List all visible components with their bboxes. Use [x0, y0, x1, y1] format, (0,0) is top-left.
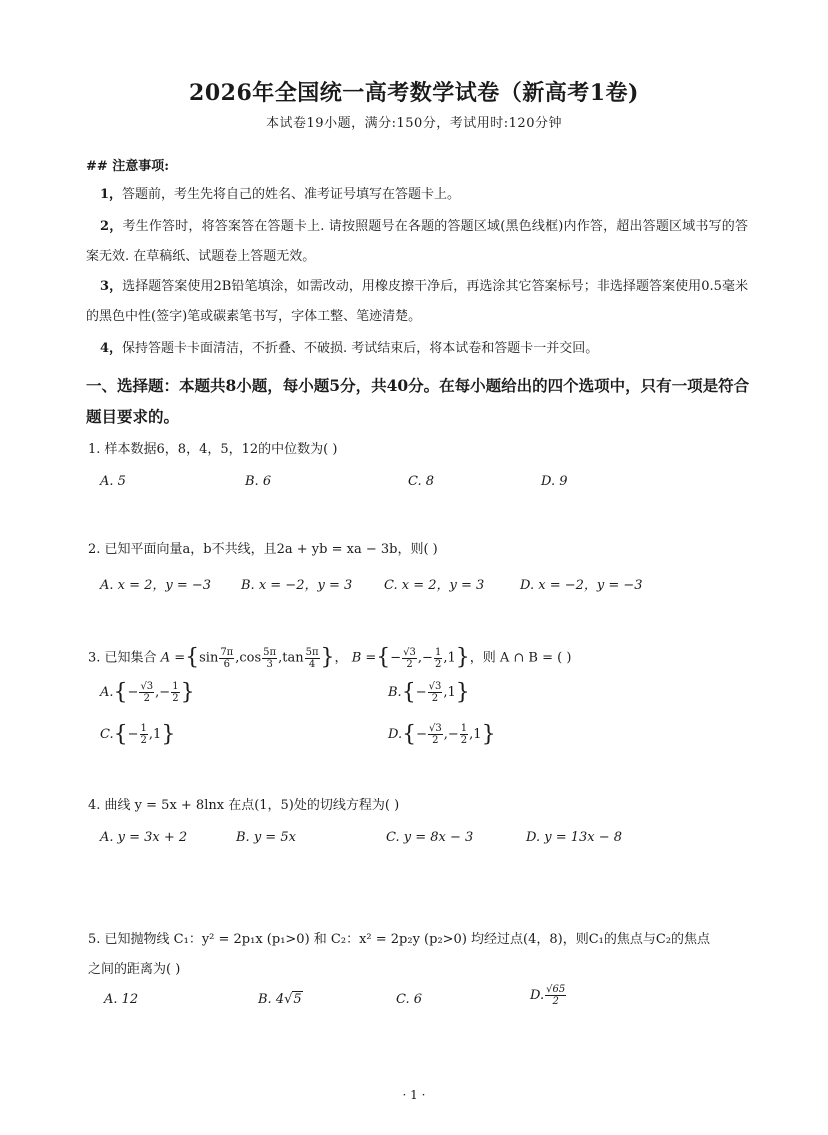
denominator: 6	[223, 658, 230, 670]
note-text: 保持答题卡卡面清洁，不折叠、不破损. 考试结束后，将本试卷和答题卡一并交回。	[122, 341, 599, 356]
fraction	[139, 681, 154, 704]
q2-option-a: A. x = 2，y = −3	[100, 578, 212, 593]
denominator: 2	[431, 693, 439, 704]
denominator: 2	[406, 658, 413, 670]
numerator: 1	[172, 681, 179, 692]
q1-option-a: A. 5	[100, 474, 126, 489]
question-3-stem: 3. 已知集合 A ={sin $\frac{7\pi}{6}$ ,cos $\frac{5\pi}{3}$ ,tan $\frac{5\pi}{4}$ }， B ={− $\frac{√3}{2}$ ,− $\frac{1}{2}$ ,1}，则 A ∩ B = ( )	[88, 645, 572, 670]
q5-option-b: B. 4√5	[258, 992, 302, 1007]
fraction	[428, 681, 443, 704]
exam-title: 2026年全国统一高考数学试卷（新高考1卷)	[189, 80, 639, 106]
question-4-stem: 4. 曲线 y = 5x + 8lnx 在点(1，5)处的切线方程为( )	[88, 798, 400, 813]
q5-option-a: A. 12	[104, 992, 139, 1007]
note-text: 选择题答案使用2B铅笔填涂，如需改动，用橡皮擦干净后，再选涂其它答案标号；非选择题答案使用0.5毫米的黑色中性(签字)笔或碳素笔书写，字体工整、笔迹清楚。	[86, 279, 749, 324]
q3-b-label: B =	[351, 650, 377, 666]
denominator: 2	[432, 735, 439, 746]
note-text: 答题前，考生先将自己的姓名、准考证号填写在答题卡上。	[122, 187, 461, 202]
fraction	[305, 647, 320, 670]
value-one: 1	[447, 685, 456, 700]
denominator: 4	[308, 658, 316, 670]
option-letter: C.	[100, 727, 114, 742]
fraction	[219, 647, 234, 670]
fraction	[460, 723, 468, 746]
numerator: 5π	[305, 646, 319, 658]
note-number: 3，	[100, 279, 123, 294]
denominator: 2	[140, 735, 147, 746]
fraction	[545, 984, 566, 1007]
denominator: 2	[552, 996, 559, 1007]
notes-heading: ## 注意事项:	[86, 159, 170, 174]
value-one: 1	[153, 727, 162, 742]
q1-option-d: D. 9	[541, 474, 568, 489]
question-5-stem-line2: 之间的距离为( )	[88, 962, 181, 977]
numerator: 1	[460, 723, 468, 734]
q5-option-d	[530, 984, 567, 1007]
note-item	[86, 212, 748, 272]
q3-cos: cos	[239, 650, 262, 666]
q4-option-c: C. y = 8x − 3	[386, 830, 474, 845]
fraction	[171, 681, 179, 704]
note-item	[86, 334, 748, 364]
q3-a-label: A =	[160, 650, 186, 666]
denominator: 2	[460, 735, 468, 746]
radicand: 5	[293, 992, 302, 1007]
q3-one: 1	[447, 650, 456, 666]
numerator: √65	[546, 984, 566, 995]
q2-option-b: B. x = −2，y = 3	[241, 578, 353, 593]
option-b-prefix: B. 4	[258, 992, 285, 1007]
option-letter: D.	[530, 988, 545, 1003]
q1-option-b: B. 6	[245, 474, 272, 489]
q2-option-c: C. x = 2，y = 3	[384, 578, 485, 593]
note-item	[86, 272, 748, 332]
note-number: 1，	[100, 187, 123, 202]
fraction	[428, 723, 443, 746]
exam-subtitle: 本试卷19小题，满分:150分，考试用时:120分钟	[266, 116, 562, 131]
q2-option-d: D. x = −2，y = −3	[520, 578, 643, 593]
option-letter: B.	[388, 685, 402, 700]
denominator: 2	[434, 658, 442, 670]
q3-prefix: 3. 已知集合	[88, 650, 157, 666]
numerator: √3	[403, 646, 416, 658]
denominator: 2	[172, 693, 179, 704]
value-one: 1	[473, 727, 482, 742]
denominator: 3	[266, 658, 273, 670]
q3-suffix: ，则 A ∩ B = ( )	[469, 650, 572, 666]
numerator: √3	[428, 681, 442, 692]
fraction	[140, 723, 148, 746]
page-number: · 1 ·	[402, 1088, 426, 1102]
numerator: 1	[434, 646, 442, 658]
section-heading: 一、选择题：本题共8小题，每小题5分，共40分。在每小题给出的四个选项中，只有一项是符合题目要求的。	[86, 376, 750, 426]
question-5-stem-line1: 5. 已知抛物线 C₁：y² = 2p₁x (p₁>0) 和 C₂：x² = 2p₂y (p₂>0) 均经过点(4，8)，则C₁的焦点与C₂的焦点	[88, 932, 711, 947]
numerator: √3	[429, 723, 442, 734]
note-number: 4，	[100, 341, 123, 356]
q4-option-d: D. y = 13x − 8	[526, 830, 623, 845]
note-number: 2，	[100, 219, 123, 234]
fraction	[434, 647, 442, 670]
option-letter: D.	[388, 727, 403, 742]
question-2-stem: 2. 已知平面向量a，b不共线，且2a + yb = xa − 3b，则( )	[88, 542, 438, 557]
question-1-stem: 1. 样本数据6，8，4，5，12的中位数为( )	[88, 442, 338, 457]
q3-option-d: D.{− $\frac{√3}{2}$ ,− $\frac{1}{2}$ ,1}	[388, 722, 496, 747]
q3-tan: tan	[282, 650, 304, 666]
numerator: 1	[140, 723, 147, 734]
q3-option-c: C.{− $\frac{1}{2}$ ,1}	[100, 722, 176, 747]
denominator: 2	[143, 693, 150, 704]
fraction	[262, 647, 277, 670]
q4-option-a: A. y = 3x + 2	[100, 830, 188, 845]
note-text: 考生作答时，将答案答在答题卡上. 请按照题号在各题的答题区域(黑色线框)内作答，超出答题区域书写的答案无效. 在草稿纸、试题卷上答题无效。	[86, 219, 748, 264]
option-letter: A.	[100, 685, 114, 700]
numerator: 5π	[263, 646, 277, 658]
q4-option-b: B. y = 5x	[236, 830, 296, 845]
numerator: 7π	[220, 646, 234, 658]
numerator: √3	[140, 681, 154, 692]
q1-option-c: C. 8	[408, 474, 435, 489]
q3-option-b: B.{− $\frac{√3}{2}$ ,1}	[388, 680, 470, 705]
q5-option-c: C. 6	[396, 992, 423, 1007]
q3-sin: sin	[199, 650, 219, 666]
note-item	[86, 180, 748, 210]
q3-option-a: A.{− $\frac{√3}{2}$ ,− $\frac{1}{2}$ }	[100, 680, 195, 705]
fraction	[402, 647, 417, 670]
